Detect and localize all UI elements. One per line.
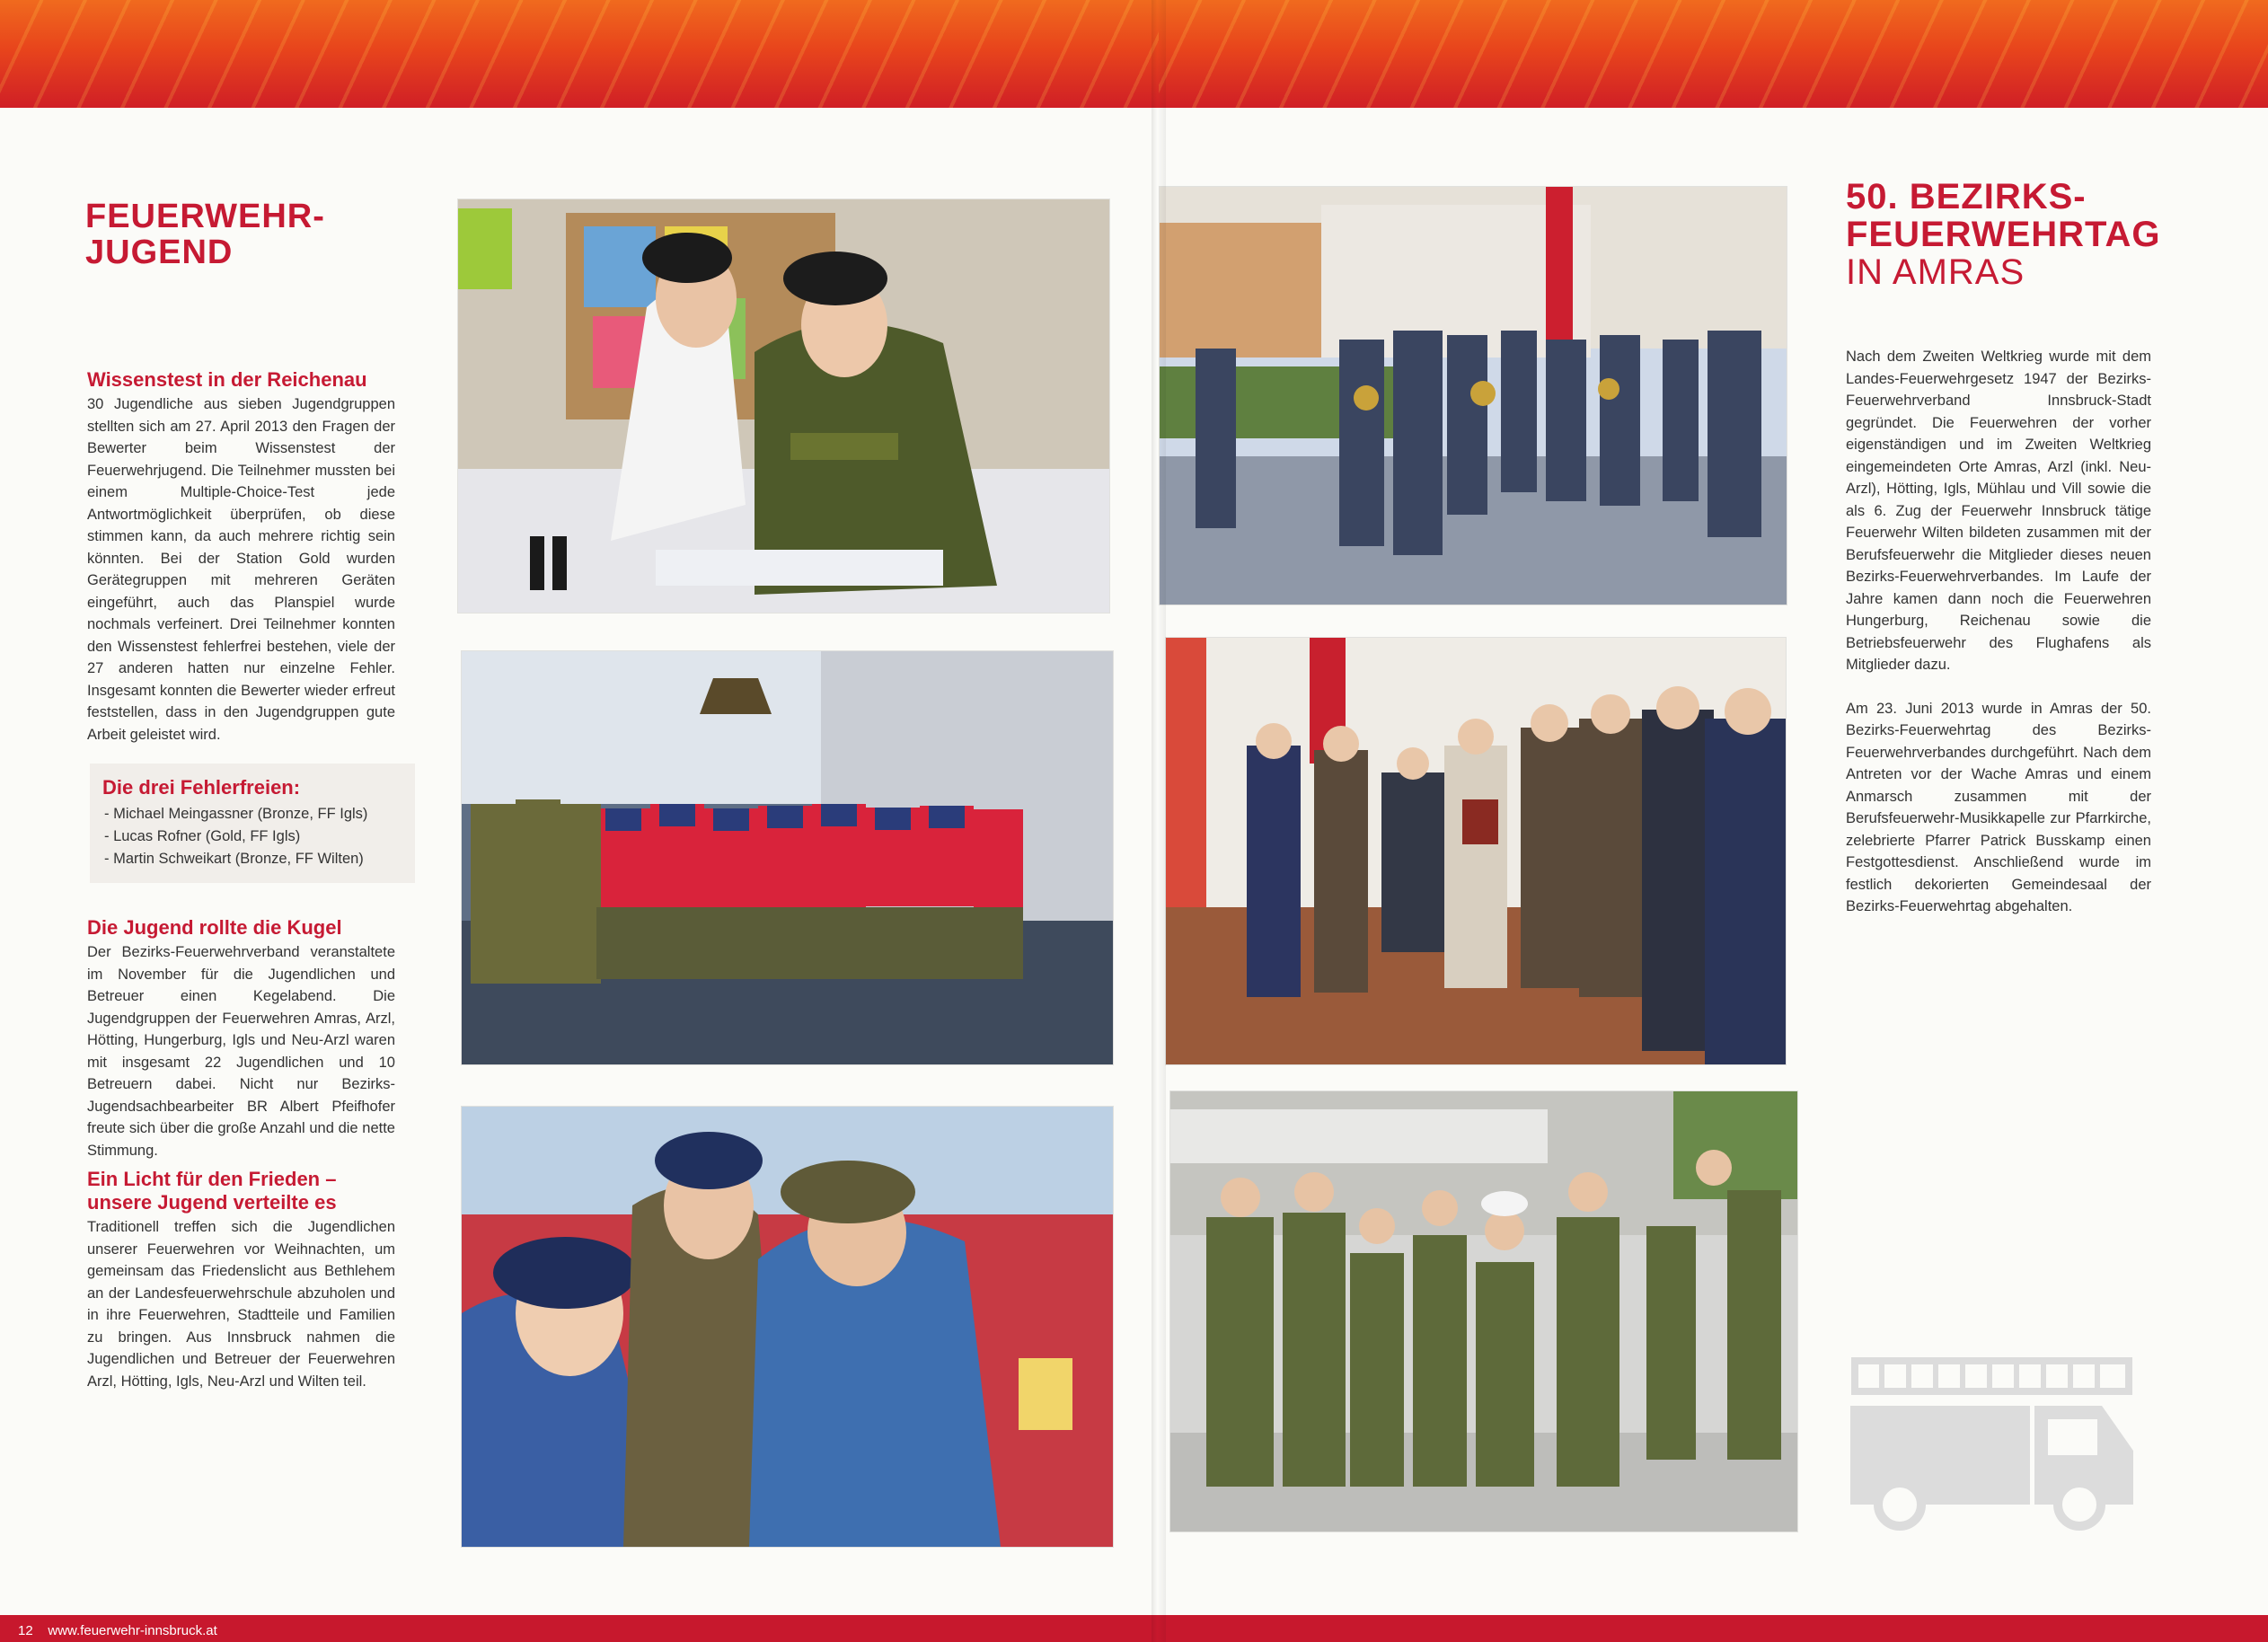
section-wissenstest xyxy=(87,368,395,746)
page-number-value: 12 xyxy=(18,1623,33,1638)
website-link[interactable]: www.feuerwehr-innsbruck.at xyxy=(48,1623,217,1638)
center-fold xyxy=(1152,0,1166,1642)
heading-line-1: Ein Licht für den Frieden – xyxy=(87,1168,337,1190)
list-item: - Lucas Rofner (Gold, FF Igls) xyxy=(104,828,301,844)
photo-jugendgruppe xyxy=(462,651,1113,1064)
page-title-right xyxy=(1846,178,2161,291)
photo-friedenslicht xyxy=(462,1107,1113,1547)
list-item: - Martin Schweikart (Bronze, FF Wilten) xyxy=(104,851,364,867)
section-heading xyxy=(87,1168,395,1214)
footer-bar xyxy=(0,1615,1159,1642)
footer-bar xyxy=(1159,1615,2268,1642)
right-text-column xyxy=(1846,346,2151,918)
fire-truck-icon xyxy=(1846,1352,2138,1532)
paragraph: Nach dem Zweiten Weltkrieg wurde mit dem Landes-Feuerwehrgesetz 1947 der Bezirks-Feuerwehrverband Innsbruck-Stadt gegründet. Die Feuerwehren der vorher eigenständigen und im Zweiten Weltkrieg eingemeindeten Orte Amras, Arzl (inkl. Neu-Arzl), Hötting, Igls, Mühlau und Vill sowie die als 6. Zug der Feuerwehr Innsbruck tätige Feuerwehr Wilten bildeten zusammen mit der Berufsfeuerwehr die Mitglieder dieses neuen Bezirks-Feuerwehrverbandes. Im Laufe der Jahre kamen dann noch die Feuerwehren Hungerburg, Reichenau sowie die Betriebsfeuerwehr des Flughafens als Mitglieder dazu. xyxy=(1846,349,2151,673)
list-item: - Michael Meingassner (Bronze, FF Igls) xyxy=(104,806,368,822)
title-line-1: FEUERWEHR- xyxy=(85,198,325,235)
photo-ehrung xyxy=(1166,638,1786,1064)
section-kegelabend xyxy=(87,916,395,1161)
box-heading: Die drei Fehlerfreien: xyxy=(102,776,301,799)
section-heading: Die Jugend rollte die Kugel xyxy=(87,916,342,939)
title-line-2: JUGEND xyxy=(85,233,234,271)
photo-parade xyxy=(1160,187,1787,605)
title-line-3: IN AMRAS xyxy=(1846,252,2025,292)
photo-wissenstest xyxy=(458,199,1109,613)
section-text: 30 Jugendliche aus sieben Jugendgruppen stellten sich am 27. April 2013 den Fragen der Bewerter beim Wissenstest der Feuerwehrjugend. Die Teilnehmer mussten bei einem Multiple-Choice-Test jede Antwortmöglichkeit überprüfen, ob diese stimmen kann, da auch mehrere richtig sein könnten. Bei der Station Gold wurden Gerätegruppen mit mehreren Geräten eingeführt, auch das Planspiel wurde nochmals verfeinert. Drei Teilnehmer konnten den Wissenstest fehlerfrei bestehen, viele der 27 anderen hatten nur einzelne Fehler. Insgesamt konnten die Bewerter wieder erfreut feststellen, dass in den Jugendgruppen gute Arbeit geleistet wird. xyxy=(87,396,395,743)
photo-auszeichnung xyxy=(1170,1091,1797,1532)
paragraph: Am 23. Juni 2013 wurde in Amras der 50. Bezirks-Feuerwehrtag des Bezirks-Feuerwehrverbandes durchgeführt. Nach dem Antreten vor der Wache Amras und einem Anmarsch zusammen mit der Berufsfeuerwehr-Musikkapelle zur Pfarrkirche, zelebrierte Pfarrer Patrick Busskamp einen Festgottesdienst. Anschließend wurde im festlich dekorierten Gemeindesaal der Bezirks-Feuerwehrtag abgehalten. xyxy=(1846,700,2151,914)
top-banner xyxy=(1159,0,2268,108)
section-text: Der Bezirks-Feuerwehrverband veranstaltete im November für die Jugendlichen und Betreuer einen Kegelabend. Die Jugendgruppen der Feuerwehren Amras, Arzl, Hötting, Hungerburg, Igls und Neu-Arzl waren mit insgesamt 22 Jugendlichen und 10 Betreuern dabei. Nicht nur Bezirks-Jugendsachbearbeiter BR Albert Pfeifhofer freute sich über die große Anzahl und die nette Stimmung. xyxy=(87,944,395,1159)
fehlerfreie-box xyxy=(90,764,415,883)
section-friedenslicht xyxy=(87,1168,395,1392)
top-banner xyxy=(0,0,1159,108)
heading-line-2: unsere Jugend verteilte es xyxy=(87,1191,337,1214)
fehlerfreie-list xyxy=(104,803,401,870)
section-heading: Wissenstest in der Reichenau xyxy=(87,368,367,391)
title-line-2: FEUERWEHRTAG xyxy=(1846,215,2161,254)
section-text: Traditionell treffen sich die Jugendlichen unserer Feuerwehren vor Weihnachten, um gemeinsam das Friedenslicht aus Bethlehem an der Landesfeuerwehrschule abzuholen und in ihre Feuerwehren, Stadtteile und Familien zu bringen. Aus Innsbruck nahmen die Jugendlichen und Betreuer der Feuerwehren Arzl, Hötting, Igls, Neu-Arzl und Wilten teil. xyxy=(87,1219,395,1390)
title-line-1: 50. BEZIRKS- xyxy=(1846,177,2087,216)
page-number xyxy=(18,1623,217,1638)
page-title-left xyxy=(85,199,325,271)
right-page xyxy=(1159,0,2268,1642)
